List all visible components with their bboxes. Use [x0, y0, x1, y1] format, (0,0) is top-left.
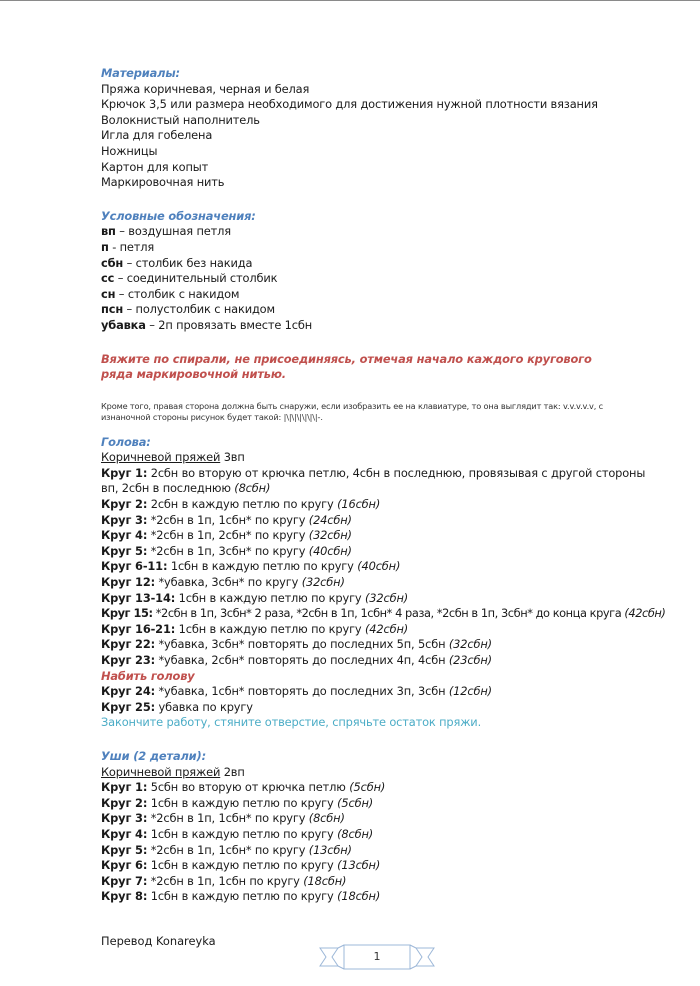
- round-count: (8сбн): [337, 826, 374, 841]
- chain-count: 2вп: [220, 764, 245, 779]
- round-count: (8сбн): [234, 481, 271, 496]
- round-text: 1сбн в каждую петлю по кругу: [147, 858, 338, 873]
- round-label: Круг 8:: [101, 889, 148, 904]
- round-count: (13сбн): [337, 858, 381, 873]
- legend-abbr: сбн: [101, 255, 124, 270]
- round-text: убавка по кругу: [155, 699, 253, 714]
- head-start: [101, 450, 661, 466]
- legend-desc: – воздушная петля: [115, 224, 231, 239]
- legend-item: [101, 287, 661, 303]
- legend-desc: - петля: [108, 239, 155, 254]
- round-row: [101, 528, 661, 544]
- round-row: [101, 653, 661, 669]
- page-number: 1: [373, 950, 381, 963]
- round-row: [101, 497, 661, 513]
- legend-abbr: сн: [101, 286, 116, 301]
- materials-item: Игла для гобелена: [101, 128, 213, 143]
- round-row: [101, 811, 661, 827]
- round-count: (40сбн): [357, 559, 401, 574]
- round-text: *убавка, 1сбн* повторять до последних 3п, 3сбн: [155, 684, 449, 699]
- translator-credit: Перевод Konareyka: [101, 934, 216, 948]
- legend-abbr: псн: [101, 302, 124, 317]
- legend-section: [101, 209, 661, 334]
- round-row: [101, 513, 661, 529]
- round-text: *убавка, 2сбн* повторять до последних 4п, 4сбн: [155, 653, 449, 667]
- round-text: *2сбн в 1п, 1сбн* по кругу: [147, 512, 309, 527]
- round-label: Круг 23:: [101, 653, 156, 667]
- head-section: [101, 434, 666, 731]
- head-heading: Голова:: [101, 434, 151, 449]
- round-row: [101, 827, 661, 843]
- round-text: *2сбн в 1п, 3сбн* 2 раза, *2сбн в 1п, 1сбн* 4 раза, *2сбн в 1п, 3сбн* до конца круга: [152, 606, 625, 621]
- materials-item: Картон для копыт: [101, 159, 209, 174]
- round-label: Круг 3:: [101, 512, 148, 527]
- materials-heading: Материалы:: [101, 66, 180, 80]
- round-label: Круг 3:: [101, 811, 148, 826]
- round-count: (5сбн): [349, 780, 386, 795]
- ears-start: [101, 765, 661, 781]
- materials-item: Ножницы: [101, 143, 158, 158]
- materials-item: Крючок 3,5 или размера необходимого для достижения нужной плотности вязания: [101, 97, 598, 112]
- round-text: *2сбн в 1п, 1сбн* по кругу: [147, 811, 309, 826]
- round-label: Круг 6:: [101, 858, 148, 873]
- legend-desc: – столбик с накидом: [115, 286, 240, 301]
- round-text: 1сбн в каждую петлю по кругу: [175, 621, 365, 636]
- round-row: [101, 796, 661, 812]
- round-label: Круг 2:: [101, 497, 148, 512]
- round-text: 1сбн в каждую петлю по кругу: [147, 795, 338, 810]
- round-count: (32сбн): [448, 637, 492, 652]
- round-row: [101, 606, 666, 622]
- round-count: (23сбн): [448, 653, 492, 667]
- round-label: Круг 4:: [101, 826, 148, 841]
- legend-item: [101, 318, 661, 334]
- round-count: (8сбн): [308, 811, 345, 826]
- round-label: Круг 5:: [101, 543, 148, 558]
- legend-abbr: вп: [101, 224, 116, 239]
- legend-heading: Условные обозначения:: [101, 208, 256, 223]
- round-text: 2сбн во вторую от крючка петлю, 4сбн в последнюю, провязывая с другой стороны вп, 2сбн в последнюю: [101, 465, 646, 496]
- round-count: (42сбн): [364, 621, 409, 636]
- materials-section: [101, 66, 661, 191]
- round-label: Круг 15:: [101, 606, 153, 621]
- document-page: [101, 66, 666, 905]
- round-row: [101, 874, 661, 890]
- legend-item: [101, 302, 661, 318]
- legend-desc: – 2п провязать вместе 1сбн: [145, 317, 313, 332]
- materials-item: Маркировочная нить: [101, 175, 225, 190]
- round-row: [101, 575, 661, 591]
- chain-count: 3вп: [220, 450, 245, 465]
- round-text: 1сбн в каждую петлю по кругу: [147, 889, 338, 904]
- round-text: 2сбн в каждую петлю по кругу: [147, 497, 338, 512]
- finish-instruction: Закончите работу, стяните отверстие, спрячьте остаток пряжи.: [101, 715, 482, 730]
- round-row: [101, 637, 661, 653]
- ears-section: [101, 749, 661, 905]
- round-row: [101, 858, 661, 874]
- round-label: Круг 13-14:: [101, 590, 176, 605]
- round-count: (24сбн): [308, 512, 352, 527]
- round-text: *2сбн в 1п, 2сбн* по кругу: [147, 528, 309, 543]
- round-label: Круг 1:: [101, 780, 148, 795]
- round-row: [101, 684, 661, 700]
- yarn-color: Коричневой пряжей: [101, 764, 221, 779]
- round-count: (13сбн): [308, 842, 352, 857]
- round-label: Круг 2:: [101, 795, 148, 810]
- round-label: Круг 1:: [101, 465, 148, 480]
- round-text: 5сбн во вторую от крючка петлю: [147, 780, 350, 795]
- round-row: [101, 780, 661, 796]
- legend-item: [101, 224, 661, 240]
- round-row: [101, 622, 661, 638]
- round-label: Круг 16-21:: [101, 621, 176, 636]
- legend-desc: – столбик без накида: [123, 255, 253, 270]
- round-row: [101, 559, 661, 575]
- ears-heading: Уши (2 детали):: [101, 748, 206, 763]
- yarn-color: Коричневой пряжей: [101, 450, 221, 465]
- round-count: (18сбн): [303, 873, 347, 888]
- round-count: (5сбн): [337, 795, 374, 810]
- round-label: Круг 25:: [101, 699, 156, 714]
- legend-abbr: п: [101, 239, 109, 254]
- round-count: (40сбн): [308, 543, 352, 558]
- round-count: (18сбн): [337, 889, 381, 904]
- round-row: [101, 544, 661, 560]
- round-count: (32сбн): [301, 575, 345, 590]
- legend-abbr: сс: [101, 271, 115, 286]
- round-text: 1сбн в каждую петлю по кругу: [147, 826, 338, 841]
- legend-item: [101, 271, 661, 287]
- round-text: 1сбн в каждую петлю по кругу: [175, 590, 365, 605]
- legend-desc: – полустолбик с накидом: [123, 302, 275, 317]
- round-label: Круг 22:: [101, 637, 156, 652]
- legend-item: [101, 256, 661, 272]
- round-text: *убавка, 3сбн* повторять до последних 5п, 5сбн: [155, 637, 449, 652]
- page-number-ribbon: [318, 942, 436, 972]
- round-count: (42сбн): [624, 606, 666, 621]
- round-row: [101, 700, 661, 716]
- round-text: *2сбн в 1п, 3сбн* по кругу: [147, 543, 309, 558]
- round-count: (16сбн): [337, 497, 381, 512]
- round-label: Круг 5:: [101, 842, 148, 857]
- stuff-head-instruction: Набить голову: [101, 668, 195, 683]
- materials-item: Волокнистый наполнитель: [101, 112, 260, 127]
- legend-abbr: убавка: [101, 317, 146, 332]
- round-text: *2сбн в 1п, 1сбн* по кругу: [147, 842, 309, 857]
- round-label: Круг 12:: [101, 575, 156, 590]
- round-label: Круг 24:: [101, 684, 156, 699]
- round-count: (32сбн): [364, 590, 409, 605]
- round-text: *2сбн в 1п, 1сбн по кругу: [147, 873, 304, 888]
- materials-item: Пряжа коричневая, черная и белая: [101, 81, 310, 96]
- round-label: Круг 4:: [101, 528, 148, 543]
- round-text: 1сбн в каждую петлю по кругу: [167, 559, 358, 574]
- round-label: Круг 7:: [101, 873, 148, 888]
- spiral-warning: Вяжите по спирали, не присоединяясь, отмечая начало каждого кругового ряда маркировочной нитью.: [101, 351, 592, 382]
- round-row: [101, 889, 661, 905]
- round-row: [101, 466, 656, 497]
- round-text: *убавка, 3сбн* по кругу: [155, 575, 302, 590]
- round-row: [101, 843, 661, 859]
- round-count: (32сбн): [308, 528, 352, 543]
- round-label: Круг 6-11:: [101, 559, 168, 574]
- round-row: [101, 591, 661, 607]
- legend-item: [101, 240, 661, 256]
- orientation-note: Кроме того, правая сторона должна быть снаружи, если изобразить ее на клавиатуре, то она выглядит так: v.v.v.v.v, с изнаночной стороны рисунок будет такой: |\|\|\|\|\|\|-.: [101, 400, 603, 422]
- round-count: (12сбн): [448, 684, 492, 699]
- top-border: [0, 0, 700, 1]
- legend-desc: – соединительный столбик: [114, 271, 278, 286]
